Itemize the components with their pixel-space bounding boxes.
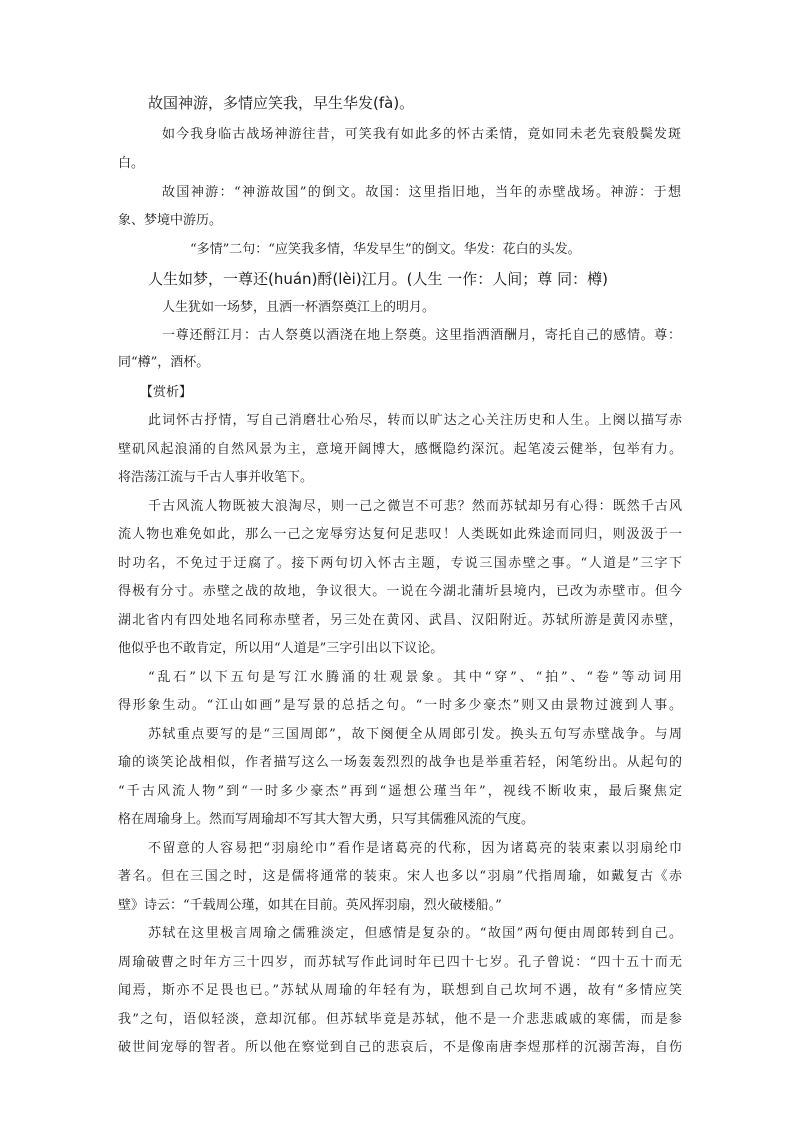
- translation-line: 如今我身临古战场神游往昔，可笑我有如此多的怀古柔情，竟如同未老先衰般鬓发斑: [162, 127, 681, 142]
- annotation-line: “多情”二句：“应笑我多情，华发早生”的倒文。华发：花白的头发。: [190, 242, 581, 257]
- analysis-line: 将浩荡江流与千古人事并收笔下。: [118, 470, 314, 485]
- analysis-line: 他似乎也不敢肯定，所以用“人道是”三字引出以下议论。: [118, 641, 444, 656]
- analysis-line: 格在周瑜身上。然而写周瑜却不写其大智大勇，只写其儒雅风流的气度。: [118, 812, 535, 827]
- analysis-line: 流人物也难免如此，那么一己之宠辱穷达复何足悲叹！人类既如此殊途而同归，则汲汲于一: [118, 527, 682, 542]
- analysis-line: 壁》诗云：“千载周公瑾，如其在目前。英风挥羽扇，烈火破楼船。”: [118, 898, 502, 913]
- analysis-line: 闻焉，斯亦不足畏也已。”苏轼从周瑜的年轻有为，联想到自己坎坷不遇，故有“多情应笑: [118, 983, 682, 998]
- annotation-line: 一尊还酹江月：古人祭奠以酒浇在地上祭奠。这里指洒酒酬月，寄托自己的感情。尊：: [162, 328, 681, 343]
- section-heading: 【赏析】: [140, 385, 193, 400]
- analysis-line: “乱石”以下五句是写江水腾涌的壮观景象。其中“穿”、“拍”、“卷”等动词用: [148, 670, 682, 685]
- analysis-line: “千古风流人物”到“一时多少豪杰”再到“遥想公瑾当年”，视线不断收束，最后聚焦定: [118, 784, 682, 799]
- analysis-line: 壁矶风起浪涌的自然风景为主，意境开阔博大，感慨隐约深沉。起笔凌云健举，包举有力。: [118, 442, 682, 457]
- translation-line: 白。: [118, 156, 145, 171]
- analysis-line: 此词怀古抒情，写自己消磨壮心殆尽，转而以旷达之心关注历史和人生。上阕以描写赤: [148, 413, 682, 428]
- poem-line-2: 人生如梦，一尊还(huán)酹(lèi)江月。(人生 一作：人间；尊 同：樽): [148, 270, 608, 288]
- translation-line: 人生犹如一场梦，且洒一杯酒祭奠江上的明月。: [162, 300, 436, 315]
- annotation-line: 同“樽”，酒杯。: [118, 355, 210, 370]
- analysis-line: 湖北省内有四处地名同称赤壁者，另三处在黄冈、武昌、汉阳附近。苏轼所游是黄冈赤壁，: [118, 613, 682, 628]
- annotation-line: 象、梦境中游历。: [118, 213, 223, 228]
- analysis-line: 瑜的谈笑论战相似，作者描写这么一场轰轰烈烈的战争也是举重若轻，闲笔纷出。从起句的: [118, 755, 682, 770]
- analysis-line: 千古风流人物既被大浪淘尽，则一己之微岂不可悲？然而苏轼却另有心得：既然千古风: [148, 499, 682, 514]
- analysis-line: 苏轼在这里极言周瑜之儒雅淡定，但感情是复杂的。“故国”两句便由周郎转到自己。: [148, 926, 682, 941]
- analysis-line: 不留意的人容易把“羽扇纶巾”看作是诸葛亮的代称，因为诸葛亮的装束素以羽扇纶巾: [148, 841, 682, 856]
- analysis-line: 我”之句，语似轻淡，意却沉郁。但苏轼毕竟是苏轼，他不是一介悲悲戚戚的寒儒，而是参: [118, 1012, 682, 1027]
- analysis-line: 周瑜破曹之时年方三十四岁，而苏轼写作此词时年已四十七岁。孔子曾说：“四十五十而无: [118, 955, 682, 970]
- analysis-line: 破世间宠辱的智者。所以他在察觉到自己的悲哀后，不是像南唐李煜那样的沉溺苦海，自伤: [118, 1040, 682, 1055]
- analysis-line: 得极有分寸。赤壁之战的故地，争议很大。一说在今湖北蒲圻县境内，已改为赤壁市。但今: [118, 584, 682, 599]
- analysis-line: 苏轼重点要写的是“三国周郎”，故下阕便全从周郎引发。换头五句写赤壁战争。与周: [148, 727, 682, 742]
- analysis-line: 得形象生动。“江山如画”是写景的总括之句。“一时多少豪杰”则又由景物过渡到人事。: [118, 698, 682, 713]
- annotation-line: 故国神游：“神游故国”的倒文。故国：这里指旧地，当年的赤壁战场。神游：于想: [162, 185, 681, 200]
- poem-line-1: 故国神游，多情应笑我，早生华发(fà)。: [148, 94, 415, 112]
- analysis-line: 著名。但在三国之时，这是儒将通常的装束。宋人也多以“羽扇”代指周瑜，如戴复古《赤: [118, 869, 682, 884]
- analysis-line: 时功名，不免过于迂腐了。接下两句切入怀古主题，专说三国赤壁之事。“人道是”三字下: [118, 556, 682, 571]
